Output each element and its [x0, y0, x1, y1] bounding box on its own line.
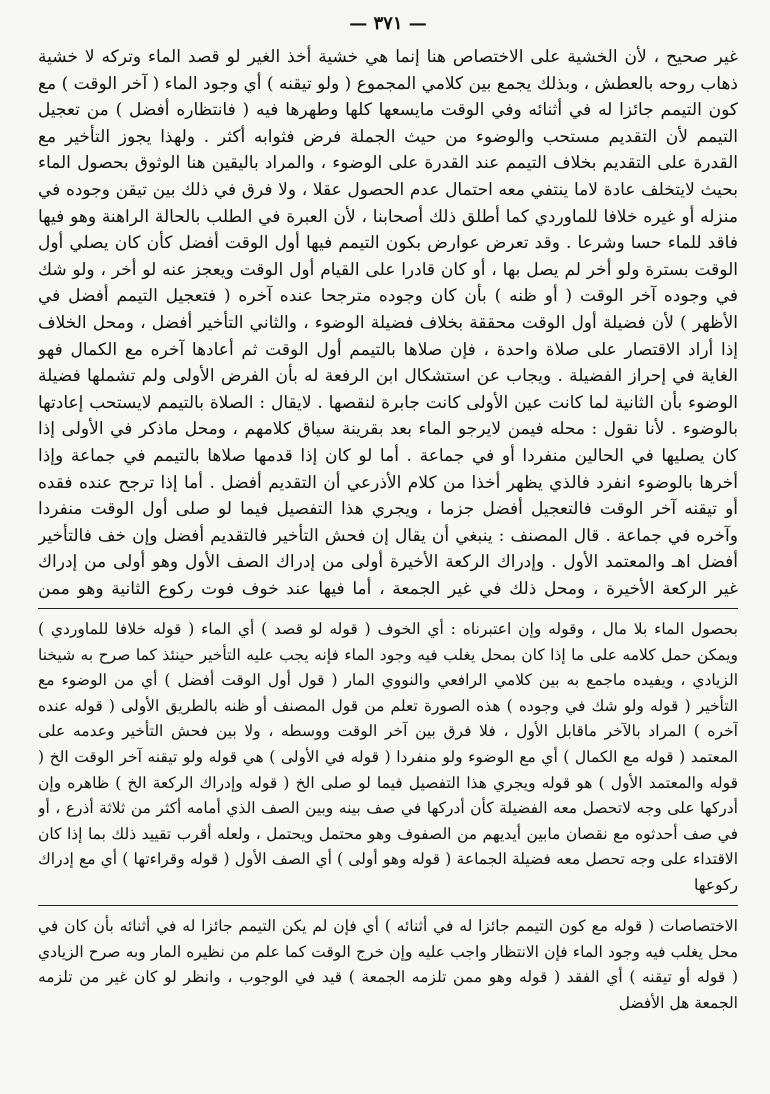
footnote-divider-2 [38, 905, 738, 906]
footnote-divider-1 [38, 608, 738, 609]
book-page [38, 10, 738, 1084]
main-text: غير صحيح ، لأن الخشية على الاختصاص هنا إنما هي خشية أخذ الغير لو قصد الماء وتركه لا خشية ذهاب روحه بالعطش ، وبذلك يجمع بين كلامي المجموع ( ولو تيقنه ) أي وجود الماء ( آخر الوقت ) مع كون التيمم جائزا له في أثنائه وفي الوقت مايسعها كلها وطهرها فيه ( فانتظاره أفضل ) من تعجيل التيمم لأن التقديم مستحب والوضوء من حيث الجملة فرض فثوابه أكثر . ولهذا يجوز التأخير مع القدرة على التقديم بخلاف التيمم عند القدرة على الوضوء ، والمراد باليقين هنا الوثوق بحصول الماء بحيث لايتخلف عادة لاما ينتفي معه احتمال عدم الحصول عقلا ، ولا فرق في ذلك بين تيقن وجوده في منزله أو غيره خلافا للماوردي كما أطلق ذلك أصحابنا ، لأن العبرة في الطلب بالحالة الراهنة وهو فيها فاقد للماء حسا وشرعا . وقد تعرض عوارض بكون التيمم فيها أول الوقت أفضل كأن كان يصلي أول الوقت بسترة ولو أخر لم يصل بها ، أو كان قادرا على القيام أول الوقت ويعجز عنه لو أخر ، ولو شك في وجوده آخر الوقت ( أو ظنه ) بأن كان وجوده مترجحا عنده آخره ( فتعجيل التيمم أفضل في الأظهر ) لأن فضيلة أول الوقت محققة بخلاف فضيلة الوضوء ، والثاني التأخير أفضل ، ومحل الخلاف إذا أراد الاقتصار على صلاة واحدة ، فإن صلاها بالتيمم أول الوقت ثم أعادها آخره مع الكمال فهو الغاية في إحراز الفضيلة . ويجاب عن استشكال ابن الرفعة له بأن الفرض الأولى ولم تشملها فضيلة الوضوء بأن الثانية لما كانت عين الأولى كانت جابرة لنقصها . لايقال : الصلاة بالتيمم لايستحب إعادتها بالوضوء . لأنا نقول : محله فيمن لايرجو الماء بعد بقرينة سياق كلامهم ، ومحل ماذكر في الأولى إذا كان يصليها في الحالين منفردا أو في جماعة . أما لو كان إذا قدمها صلاها بالتيمم في جماعة وإذا أخرها بالوضوء انفرد فالذي يظهر أخذا من كلام الأذرعي أن التقديم أفضل . أما إذا ترجح عنده فقده أو تيقنه آخر الوقت فالتعجيل أفضل جزما ، ويجري هذا التفصيل فيما لو صلى أول الوقت منفردا وآخره في جماعة . قال المصنف : ينبغي أن يقال إن فحش التأخير فالتقديم أفضل وإن خف فالتأخير أفضل اهـ والمعتمد الأول . وإدراك الركعة الأخيرة أولى من إدراك الصف الأول وهو أولى من إدراك غير الركعة الأخيرة ، ومحل ذلك في غير الجمعة ، أما فيها عند خوف فوت ركوع الثانية وهو ممن [38, 47, 738, 599]
page-number: — ٣٧١ — [349, 13, 427, 34]
secondary-commentary-text: الاختصاصات ( قوله مع كون التيمم جائزا له في أثنائه ) أي فإن لم يكن التيمم جائزا له في أثنائه بأن كان في محل يغلب فيه وجود الماء فإن الانتظار واجب عليه وإن خرج الوقت كما علم من نظيره المار وبه صرح الزيادي ( قوله أو تيقنه ) أي الفقد ( قوله وهو ممن تلزمه الجمعة ) قيد في الوجوب ، وانظر لو كان غير من تلزمه الجمعة هل الأفضل [38, 917, 738, 1012]
commentary-text: بحصول الماء بلا مال ، وقوله وإن اعتبرناه : أي الخوف ( قوله لو قصد ) أي الماء ( قوله خلافا للماوردي ) ويمكن حمل كلامه على ما إذا كان بمحل يغلب فيه وجود الماء فإنه يجب عليه التأخير حينئذ كما صرح به شيخنا الزيادي ، ويفيده ماجمع به بين كلامي الرافعي والنووي المار ( قول أول الوقت أفضل ) أي من الوضوء مع التأخير ( قوله ولو شك في وجوده ) هذه الصورة تعلم من قول المصنف أو ظنه بالطريق الأولى ( قوله عنده آخره ) المراد بالآخر ماقابل الأول ، فلا فرق بين آخر الوقت ووسطه ، ولا بين فحش التأخير وعدمه على المعتمد ( قوله مع الكمال ) أي مع الوضوء ولو منفردا ( قوله في الأولى ) هي قوله ولو تيقنه آخر الوقت الخ ( قوله والمعتمد الأول ) هو قوله ويجري هذا التفصيل فيما لو صلى الخ ( قوله وإدراك الركعة الخ ) ظاهره وإن أدركها على وجه لاتحصل معه الفضيلة كأن أدركها في صف بينه وبين الصف الذي أمامه أكثر من ثلاثة أذرع ، أو في صف أحدثوه مع نقصان مابين أيديهم من الصفوف وهو محتمل ويحتمل ، ولعله أقرب تقييد ذلك بما إذا كان الاقتداء على وجه تحصل معه فضيلة الجماعة ( قوله وهو أولى ) أي الصف الأول ( قوله وقراءتها ) أي مع إدراك ركوعها [38, 620, 738, 894]
